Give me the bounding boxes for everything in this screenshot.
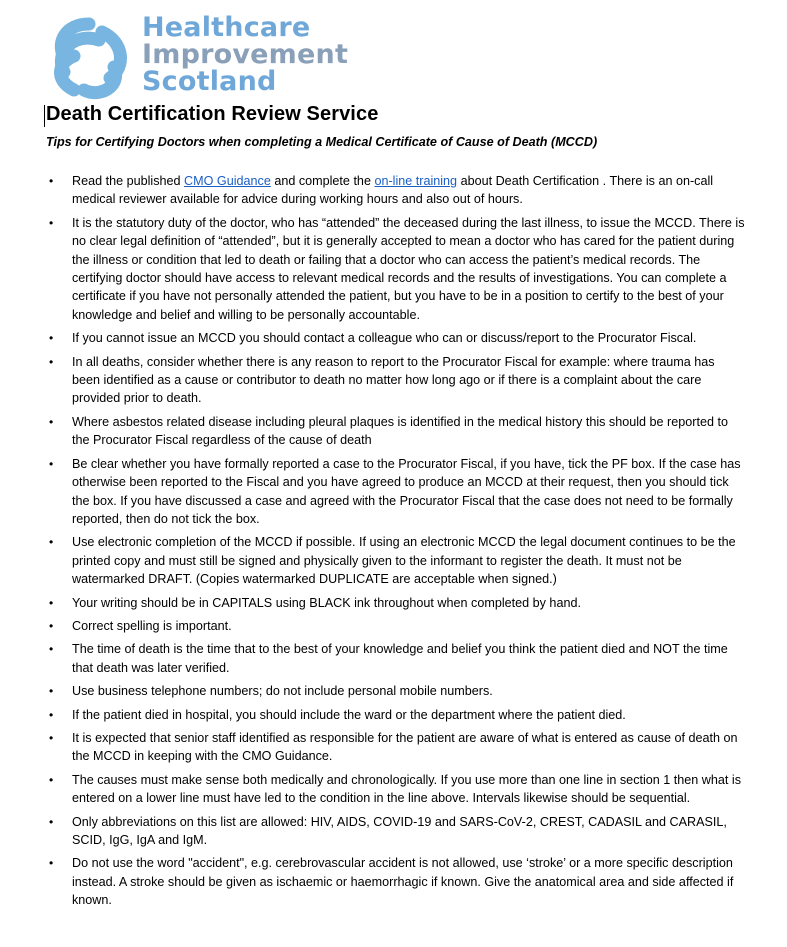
bullet-icon: • <box>49 595 54 610</box>
bullet-icon: • <box>49 856 54 871</box>
logo-mark-icon <box>44 12 134 102</box>
list-item <box>46 682 746 700</box>
bullet-icon: • <box>49 772 54 787</box>
list-item <box>46 617 746 635</box>
item-text: If the patient died in hospital, you should include the ward or the department where the patient died. <box>72 707 626 722</box>
list-item <box>46 329 746 347</box>
list-item <box>46 353 746 408</box>
tips-list <box>46 172 746 915</box>
list-item <box>46 706 746 724</box>
item-text: Read the published <box>72 174 185 188</box>
text-cursor <box>44 105 45 127</box>
page-title: Death Certification Review Service <box>46 103 379 125</box>
item-text: The causes must make sense both medically and chronologically. If you use more than one line in section 1 then what is entered on a lower line must have led to the condition in the line above. Intervals likewise should be sequential. <box>72 772 741 806</box>
logo-line-1: Healthcare <box>142 12 311 43</box>
item-text: In all deaths, consider whether there is any reason to report to the Procurator Fiscal for example: where trauma has been identified as a cause or contributor to death no matter how long ago or if there is a complaint about the care provided prior to death. <box>72 354 715 406</box>
item-text: If you cannot issue an MCCD you should contact a colleague who can or discuss/report to the Procurator Fiscal. <box>72 331 697 346</box>
online-training-link[interactable]: on-line training <box>374 174 458 188</box>
item-text: Be clear whether you have formally reported a case to the Procurator Fiscal, if you have, tick the PF box. If the case has otherwise been reported to the Fiscal and you have agreed to produce an MCCD at their request, then you should tick the box. If you have discussed a case and agreed with the Procurator Fiscal that the case does not need to be formally reported, then do not tick the box. <box>72 456 741 526</box>
bullet-icon: • <box>49 414 54 429</box>
bullet-icon: • <box>49 331 54 346</box>
item-text: It is expected that senior staff identified as responsible for the patient are aware of what is entered as cause of death on the MCCD in keeping with the CMO Guidance. <box>72 730 738 764</box>
item-text: It is the statutory duty of the doctor, who has “attended” the deceased during the last illness, to issue the MCCD. There is no clear legal definition of “attended”, but it is generally accepted to mean a doctor who has cared for the patient during the illness or condition that led to death or failing that a doctor who can access the patient’s medical records. The certifying doctor should have access to relevant medical records and the results of investigations. You can complete a certificate if you have not personally attended the patient, but you have to be in a position to certify to the best of your knowledge and belief and willing to be personally accountable. <box>72 215 745 322</box>
item-text: Only abbreviations on this list are allowed: HIV, AIDS, COVID-19 and SARS-CoV-2, CREST, CADASIL and CARASIL, SCID, IgG, IgA and IgM. <box>72 814 727 847</box>
list-item <box>46 455 746 529</box>
item-text: The time of death is the time that to the best of your knowledge and belief you think the patient died and NOT the time that death was later verified. <box>72 642 728 675</box>
item-text: and complete the <box>270 174 375 188</box>
bullet-icon: • <box>49 354 54 369</box>
bullet-icon: • <box>49 707 54 722</box>
list-item <box>46 413 746 450</box>
cmo-guidance-link[interactable]: CMO Guidance <box>184 174 271 188</box>
bullet-icon: • <box>49 174 54 188</box>
bullet-icon: • <box>49 535 54 550</box>
bullet-icon: • <box>49 456 54 471</box>
logo-line-2: Improvement <box>142 39 349 70</box>
bullet-icon: • <box>49 618 54 633</box>
list-item <box>46 813 746 850</box>
item-text: Use business telephone numbers; do not include personal mobile numbers. <box>72 684 493 699</box>
item-text: about Death Certification . There is an on-call medical reviewer available for advice during working hours and also out of hours. <box>72 174 714 207</box>
list-item <box>46 214 746 324</box>
bullet-icon: • <box>49 684 54 699</box>
list-item <box>46 594 746 612</box>
list-item <box>46 533 746 588</box>
list-item <box>46 172 746 209</box>
bullet-icon: • <box>49 814 54 829</box>
item-text: Your writing should be in CAPITALS using BLACK ink throughout when completed by hand. <box>72 595 581 610</box>
logo-line-3: Scotland <box>142 66 277 97</box>
item-text: Do not use the word "accident", e.g. cerebrovascular accident is not allowed, use ‘stroke’ or a more specific description instead. A stroke should be given as ischaemic or haemorrhagic if known. Give the anatomical area and side affected if known. <box>72 856 734 908</box>
list-item <box>46 729 746 766</box>
list-item <box>46 854 746 909</box>
item-text: Correct spelling is important. <box>72 618 232 633</box>
list-item <box>46 771 746 808</box>
item-text: Where asbestos related disease including pleural plaques is identified in the medical history this should be reported to the Procurator Fiscal regardless of the cause of death <box>72 414 728 448</box>
logo-wordmark <box>142 14 348 95</box>
bullet-icon: • <box>49 642 54 657</box>
bullet-icon: • <box>49 215 54 230</box>
list-item <box>46 640 746 677</box>
item-text: Use electronic completion of the MCCD if possible. If using an electronic MCCD the legal document continues to be the printed copy and must still be signed and physically given to the informant to register the death. It must not be watermarked DRAFT. (Copies watermarked DUPLICATE are acceptable when signed.) <box>72 535 736 587</box>
bullet-icon: • <box>49 730 54 745</box>
hisc-logo <box>44 12 354 102</box>
page-subtitle: Tips for Certifying Doctors when completing a Medical Certificate of Cause of Death (MCCD) <box>46 135 598 149</box>
